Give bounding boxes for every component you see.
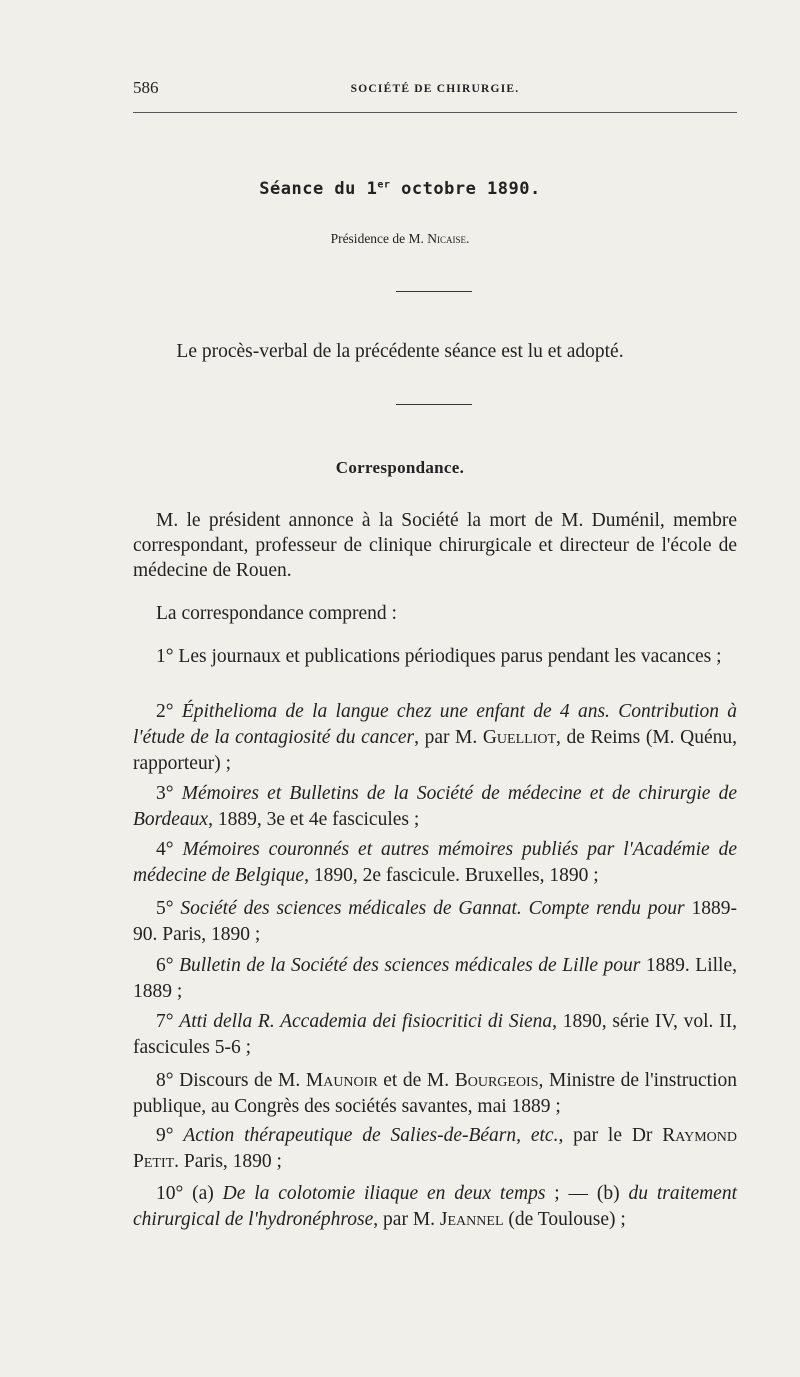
session-title-end: octobre 1890. <box>390 179 541 199</box>
session-title-sup: er <box>377 179 391 191</box>
list-item <box>133 1068 737 1120</box>
list-item <box>133 1009 737 1061</box>
item-number: 5° <box>156 898 181 919</box>
journal-title: SOCIÉTÉ DE CHIRURGIE. <box>350 83 520 95</box>
list-item <box>133 896 737 948</box>
header-rule <box>133 112 737 113</box>
item-text: (de Toulouse) ; <box>503 1209 626 1230</box>
item-number: 4° <box>156 839 183 860</box>
section-heading: Correspondance. <box>335 458 465 477</box>
item-number: 10° (a) <box>156 1183 223 1204</box>
list-item <box>133 837 737 889</box>
item-text: , par M. <box>414 727 483 748</box>
running-head <box>133 78 737 102</box>
item-number: 6° <box>156 955 180 976</box>
item-text: , par le Dr <box>558 1125 663 1146</box>
item-number: 9° <box>156 1125 184 1146</box>
item-number: 2° <box>156 701 182 722</box>
minutes-statement: Le procès-verbal de la précédente séance est lu et adopté. <box>176 341 624 362</box>
item-title: Société des sciences médicales de Gannat. Compte rendu pour <box>180 898 685 919</box>
item-title: Mémoires couronnés et autres mémoires publiés par l'Académie de médecine de Belgique <box>133 839 737 886</box>
item-author: Bourgeois <box>454 1070 539 1091</box>
item-author: Jeannel <box>439 1209 504 1230</box>
item-title: Bulletin de la Société des sciences médicales de Lille pour <box>179 955 641 976</box>
list-item <box>133 1181 737 1233</box>
item-author: Guelliot <box>482 727 557 748</box>
page-number: 586 <box>133 78 159 97</box>
item-text: 1889. Lille, 1889 ; <box>133 955 737 1002</box>
list-item <box>133 781 737 833</box>
separator-rule <box>396 291 472 292</box>
announcement-paragraph: M. le président annonce à la Société la mort de M. Duménil, membre correspondant, professeur de clinique chirurgicale et directeur de l'école de médecine de Rouen. <box>133 510 737 581</box>
list-item <box>133 953 737 1005</box>
item-title: du traitement chirurgical de l'hydronéphrose <box>133 1183 738 1230</box>
item-text: . Paris, 1890 ; <box>174 1151 282 1172</box>
item-text: , 1889, 3e et 4e fascicules ; <box>208 809 420 830</box>
item-title: Mémoires et Bulletins de la Société de médecine et de chirurgie de Bordeaux <box>133 783 737 830</box>
list-item <box>133 699 737 777</box>
president-name: Nicaise <box>427 231 467 246</box>
item-title: Atti della R. Accademia dei fisiocritici di Siena <box>179 1011 553 1032</box>
presidency-end: . <box>466 231 470 246</box>
item-text: , par M. <box>373 1209 440 1230</box>
item-text: , 1890, 2e fascicule. Bruxelles, 1890 ; <box>304 865 599 886</box>
item-author: Maunoir <box>305 1070 378 1091</box>
item-text: 1889-90. Paris, 1890 ; <box>133 898 737 945</box>
correspondence-intro: La correspondance comprend : <box>156 603 397 624</box>
item-text: 8° Discours de M. <box>156 1070 306 1091</box>
list-item: 1° Les journaux et publications périodiques parus pendant les vacances ; <box>156 646 722 667</box>
item-text: , Ministre de l'instruction publique, au Congrès des sociétés savantes, mai 1889 ; <box>133 1070 737 1117</box>
list-item <box>133 1123 737 1175</box>
presidency-label: Présidence de M. <box>330 231 428 246</box>
item-text: et de M. <box>377 1070 455 1091</box>
session-title <box>0 179 800 199</box>
item-title: De la colotomie iliaque en deux temps <box>222 1183 546 1204</box>
item-number: 3° <box>156 783 182 804</box>
session-title-start: Séance du 1 <box>259 179 378 199</box>
item-text: ; — (b) <box>545 1183 629 1204</box>
item-number: 7° <box>156 1011 180 1032</box>
item-title: Épithelioma de la langue chez une enfant de 4 ans. Contribution à l'étude de la contagiosité du cancer <box>133 701 737 748</box>
item-text: , de Reims (M. Quénu, rapporteur) ; <box>133 727 737 774</box>
presidency-line <box>0 231 800 247</box>
item-text: , 1890, série IV, vol. II, fascicules 5-6 ; <box>133 1011 737 1058</box>
separator-rule <box>396 404 472 405</box>
item-title: Action thérapeutique de Salies-de-Béarn, etc. <box>183 1125 559 1146</box>
item-author: Raymond Petit <box>133 1125 737 1172</box>
